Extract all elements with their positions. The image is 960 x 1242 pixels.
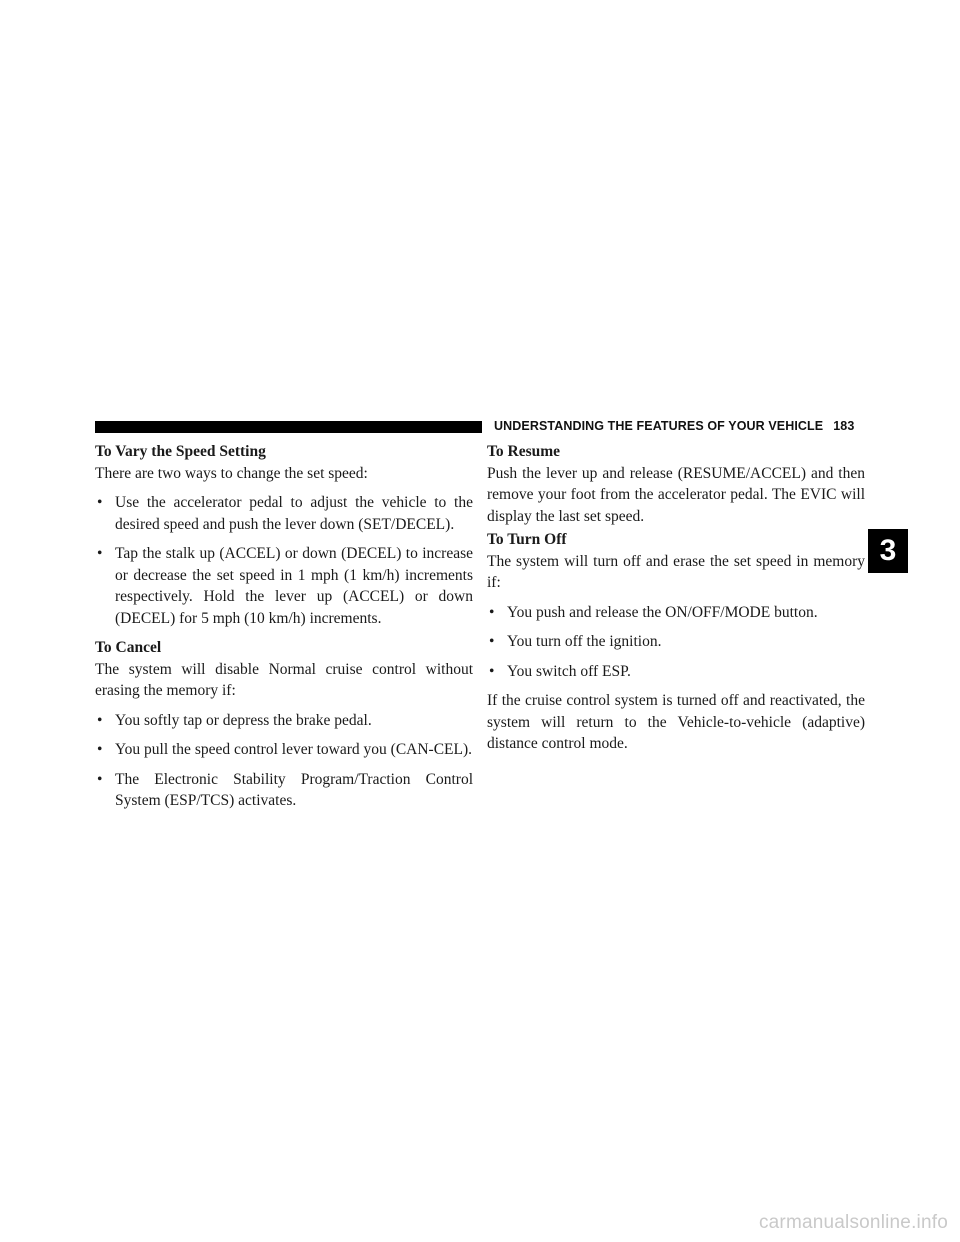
list-item xyxy=(95,769,473,812)
right-column xyxy=(487,441,865,755)
list-item xyxy=(95,710,473,732)
header-rule xyxy=(95,421,482,433)
section-heading: To Vary the Speed Setting xyxy=(95,443,266,460)
list-item xyxy=(487,602,865,624)
bullet-icon: • xyxy=(489,603,495,621)
section-intro: There are two ways to change the set speed: xyxy=(95,464,368,482)
bullet-list xyxy=(95,492,473,629)
section-intro: Push the lever up and release (RESUME/ACCEL) and then remove your foot from the accelerator pedal. The EVIC will display the last set speed. xyxy=(487,464,865,525)
chapter-tab: 3 xyxy=(868,529,908,573)
section-cancel xyxy=(95,637,473,812)
bullet-icon: • xyxy=(97,770,103,788)
section-intro: The system will turn off and erase the set speed in memory if: xyxy=(487,552,865,591)
section-resume xyxy=(487,441,865,527)
section-intro: The system will disable Normal cruise control without erasing the memory if: xyxy=(95,660,473,699)
bullet-icon: • xyxy=(97,741,103,758)
bullet-list xyxy=(95,710,473,812)
list-item-text: Tap the stalk up (ACCEL) or down (DECEL) to increase or decrease the set speed in 1 mph (1 km/h) increments respectively. Hold the lever up (ACCEL) or down (DECEL) for 5 mph (10 km/h) increments. xyxy=(115,545,473,627)
bullet-list xyxy=(487,602,865,683)
section-heading: To Resume xyxy=(487,443,561,460)
section-vary-speed xyxy=(95,441,473,629)
section-outro: If the cruise control system is turned off and reactivated, the system will return to the Vehicle-to-vehicle (adaptive) distance control mode. xyxy=(487,692,865,752)
bullet-icon: • xyxy=(97,711,103,729)
running-header xyxy=(494,419,854,433)
list-item-text: You switch off ESP. xyxy=(507,662,631,680)
left-column xyxy=(95,441,473,820)
section-heading: To Cancel xyxy=(95,639,162,656)
header-title: UNDERSTANDING THE FEATURES OF YOUR VEHICLE xyxy=(494,419,824,433)
bullet-icon: • xyxy=(97,494,103,511)
list-item-text: You turn off the ignition. xyxy=(507,633,662,650)
list-item xyxy=(95,492,473,535)
page-number: 183 xyxy=(833,419,855,433)
list-item xyxy=(95,739,473,761)
section-heading: To Turn Off xyxy=(487,531,567,548)
section-turn-off xyxy=(487,529,865,755)
bullet-icon: • xyxy=(97,545,103,562)
list-item-text: You softly tap or depress the brake pedal. xyxy=(115,711,372,729)
bullet-icon: • xyxy=(489,633,495,650)
list-item xyxy=(487,631,865,653)
watermark: carmanualsonline.info xyxy=(758,1212,948,1233)
list-item-text: You push and release the ON/OFF/MODE button. xyxy=(507,603,818,621)
bullet-icon: • xyxy=(489,662,495,680)
list-item-text: Use the accelerator pedal to adjust the vehicle to the desired speed and push the lever down (SET/DECEL). xyxy=(115,494,473,533)
list-item-text: You pull the speed control lever toward you (CAN-CEL). xyxy=(115,741,473,758)
list-item xyxy=(95,543,473,629)
list-item-text: The Electronic Stability Program/Traction Control System (ESP/TCS) activates. xyxy=(115,770,473,809)
list-item xyxy=(487,661,865,683)
